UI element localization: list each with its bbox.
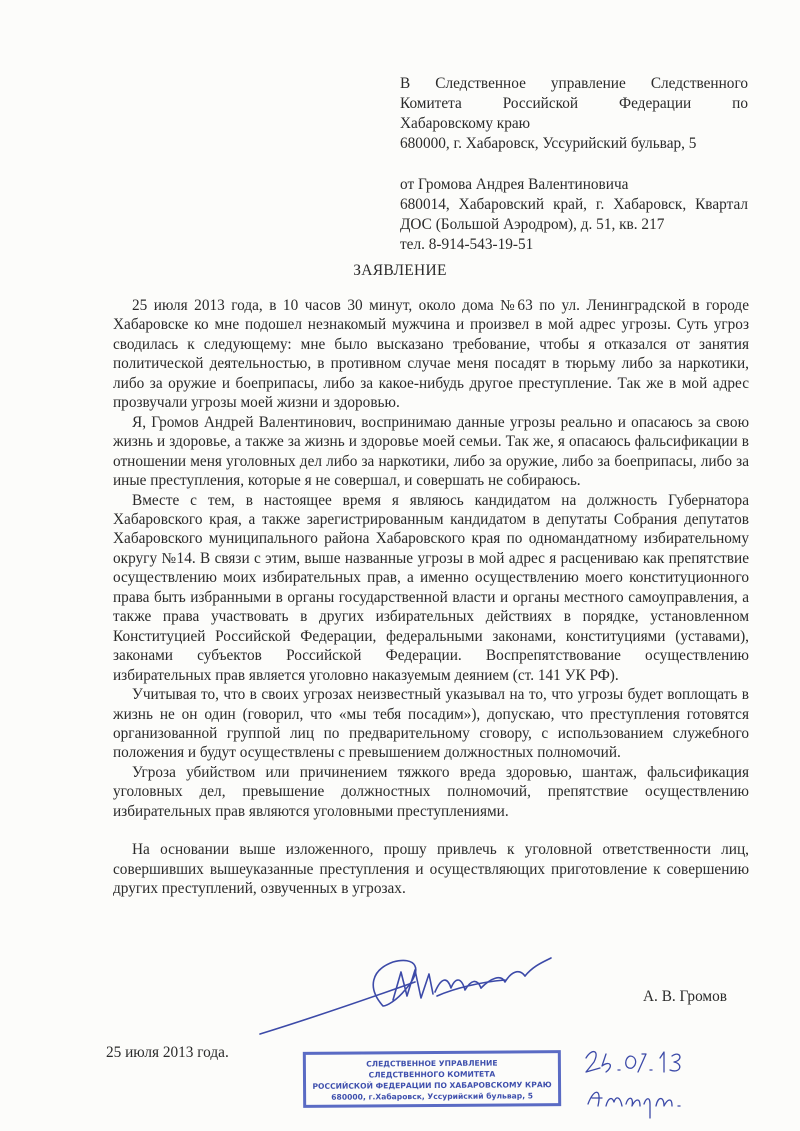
addressee-line: 680000, г. Хабаровск, Уссурийский бульвар, 5 bbox=[400, 135, 697, 152]
addressee-line: Хабаровскому краю bbox=[400, 115, 531, 132]
body-paragraph: Учитывая то, что в своих угрозах неизвестный указывал на то, что угрозы будет воплощать в жизнь не он один (говорил, что «мы тебя посадим»), допускаю, что преступления готовятся организованной группой лиц по предварительному сговору, с использованием служебного положения и будут осуществлены с превышением должностных полномочий. bbox=[113, 686, 749, 762]
stamp-line: СЛЕДСТВЕННОЕ УПРАВЛЕНИЕ bbox=[366, 1058, 498, 1069]
addressee-line: Комитета Российской Федерации по bbox=[400, 95, 748, 112]
addressee-line: В Следственное управление Следственного bbox=[400, 75, 748, 92]
body-paragraph: На основании выше изложенного, прошу привлечь к уголовной ответственности лиц, совершивших вышеуказанные преступления и осуществляющих приготовление к совершению других преступлений, озвученных в угрозах. bbox=[113, 841, 749, 898]
sender-line: 680014, Хабаровский край, г. Хабаровск, Квартал bbox=[400, 196, 748, 213]
stamp-line: 680000, г.Хабаровск, Уссурийский бульвар, 5 bbox=[331, 1091, 534, 1102]
body-paragraph: 25 июля 2013 года, в 10 часов 30 минут, около дома №63 по ул. Ленинградской в городе Хабаровске ко мне подошел незнакомый мужчина и произвел в мой адрес угрозы. Суть угроз сводилась к следующему: мне было высказано требование, чтобы я отказался от занятия политической деятельностью, в противном случае меня посадят в тюрьму либо за наркотики, либо за оружие и боеприпасы, либо за какое-нибудь другое преступление. Так же в мой адрес прозвучали угрозы моей жизни и здоровью. bbox=[113, 297, 749, 412]
document-date: 25 июля 2013 года. bbox=[106, 1044, 229, 1061]
sender-line: от Громова Андрея Валентиновича bbox=[400, 176, 629, 193]
handwritten-receipt-note bbox=[580, 1044, 700, 1124]
body-paragraph: Я, Громов Андрей Валентинович, воспринимаю данные угрозы реально и опасаюсь за свою жизнь и здоровье, а также за жизнь и здоровье моей семьи. Так же, я опасаюсь фальсификации в отношении меня уголовных дел либо за наркотики, либо за оружие, либо за боеприпасы, либо за иные преступления, которые я не совершал, и совершать не собираюсь. bbox=[113, 413, 749, 490]
sender-line: ДОС (Большой Аэродром), д. 51, кв. 217 bbox=[400, 216, 665, 233]
document-title: ЗАЯВЛЕНИЕ bbox=[353, 262, 447, 279]
addressee-block bbox=[400, 74, 748, 255]
stamp-line: СЛЕДСТВЕННОГО КОМИТЕТА bbox=[368, 1069, 496, 1080]
registration-stamp bbox=[303, 1050, 561, 1108]
sender-line: тел. 8-914-543-19-51 bbox=[400, 236, 534, 253]
handwritten-signature bbox=[255, 948, 555, 1040]
body-paragraph: Угроза убийством или причинением тяжкого вреда здоровью, шантаж, фальсификация уголовных дел, превышение должностных полномочий, препятствие осуществлению избирательных прав являются уголовными преступлениями. bbox=[113, 763, 749, 820]
signer-name: А. В. Громов bbox=[643, 988, 727, 1005]
statement-body bbox=[113, 296, 749, 899]
stamp-line: РОССИЙСКОЙ ФЕДЕРАЦИИ ПО ХАБАРОВСКОМУ КРАЮ bbox=[312, 1080, 552, 1091]
body-paragraph: Вместе с тем, в настоящее время я являюсь кандидатом на должность Губернатора Хабаровского края, а также зарегистрированным кандидатом в депутаты Собрания депутатов Хабаровского муниципального района Хабаровского края по одномандатному избирательному округу №14. В связи с этим, выше названные угрозы в мой адрес я расцениваю как препятствие осуществлению моих избирательных прав, а именно осуществлению моего конституционного права быть избранными в органы государственной власти и органы местного самоуправления, а также права участвовать в других избирательных действиях в порядке, установленном Конституцией Российской Федерации, федеральными законами, конституциями (уставами), законами субъектов Российской Федерации. Воспрепятствование осуществлению избирательных прав является уголовно наказуемым деянием (ст. 141 УК РФ). bbox=[113, 491, 749, 684]
